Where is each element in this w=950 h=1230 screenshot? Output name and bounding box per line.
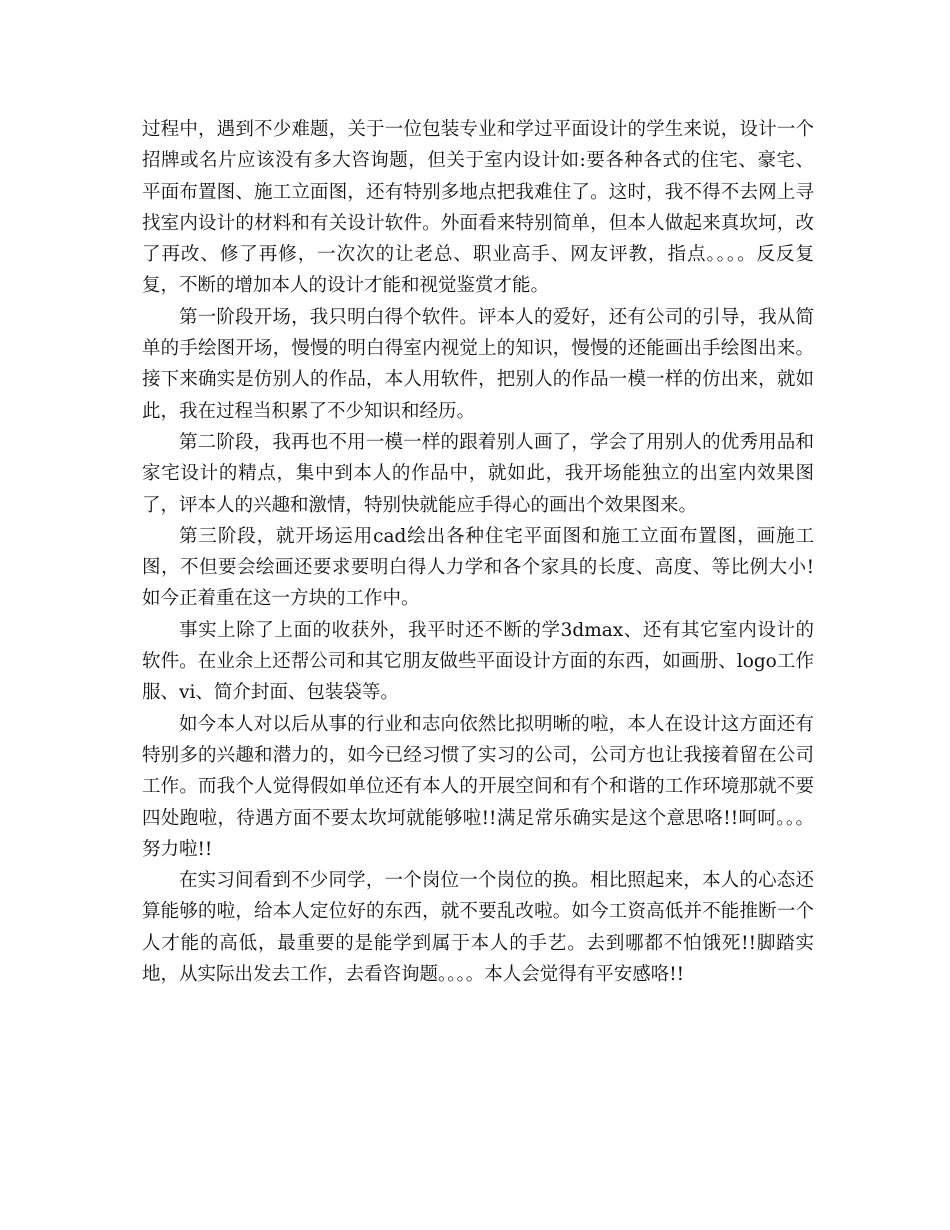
paragraph-1: 过程中，遇到不少难题，关于一位包装专业和学过平面设计的学生来说，设计一个招牌或名片应该没有多大咨询题，但关于室内设计如:要各种各式的住宅、豪宅、平面布置图、施工立面图，还有特别多地点把我难住了。这时，我不得不去网上寻找室内设计的材料和有关设计软件。外面看来特别简单，但本人做起来真坎坷，改了再改、修了再修，一次次的让老总、职业高手、网友评教，指点。。。。反反复复，不断的增加本人的设计才能和视觉鉴赏才能。 [142,119,814,297]
paragraph-5: 事实上除了上面的收获外，我平时还不断的学3dmax、还有其它室内设计的软件。在业余上还帮公司和其它朋友做些平面设计方面的东西，如画册、logo工作服、vi、简介封面、包装袋等。 [142,619,814,704]
paragraph-6: 如今本人对以后从事的行业和志向依然比拟明晰的啦，本人在设计这方面还有特别多的兴趣和潜力的，如今已经习惯了实习的公司，公司方也让我接着留在公司工作。而我个人觉得假如单位还有本人的开展空间和有个和谐的工作环境那就不要四处跑啦，待遇方面不要太坎坷就能够啦!!满足常乐确实是这个意思咯!!呵呵。。。努力啦!! [142,713,814,860]
paragraph-4: 第三阶段，就开场运用cad绘出各种住宅平面图和施工立面布置图，画施工图，不但要会绘画还要求要明白得人力学和各个家具的长度、高度、等比例大小!如今正着重在这一方块的工作中。 [142,525,814,610]
document-body [142,114,814,990]
paragraph-2: 第一阶段开场，我只明白得个软件。评本人的爱好，还有公司的引导，我从简单的手绘图开场，慢慢的明白得室内视觉上的知识，慢慢的还能画出手绘图出来。接下来确实是仿别人的作品，本人用软件，把别人的作品一模一样的仿出来，就如此，我在过程当积累了不少知识和经历。 [142,306,814,422]
paragraph-7: 在实习间看到不少同学，一个岗位一个岗位的换。相比照起来，本人的心态还算能够的啦，给本人定位好的东西，就不要乱改啦。如今工资高低并不能推断一个人才能的高低，最重要的是能学到属于本人的手艺。去到哪都不怕饿死!!脚踏实地，从实际出发去工作，去看咨询题。。。。本人会觉得有平安感咯!! [142,870,814,986]
paragraph-3: 第二阶段，我再也不用一模一样的跟着别人画了，学会了用别人的优秀用品和家宅设计的精点，集中到本人的作品中，就如此，我开场能独立的出室内效果图了，评本人的兴趣和激情，特别快就能应手得心的画出个效果图来。 [142,431,814,516]
